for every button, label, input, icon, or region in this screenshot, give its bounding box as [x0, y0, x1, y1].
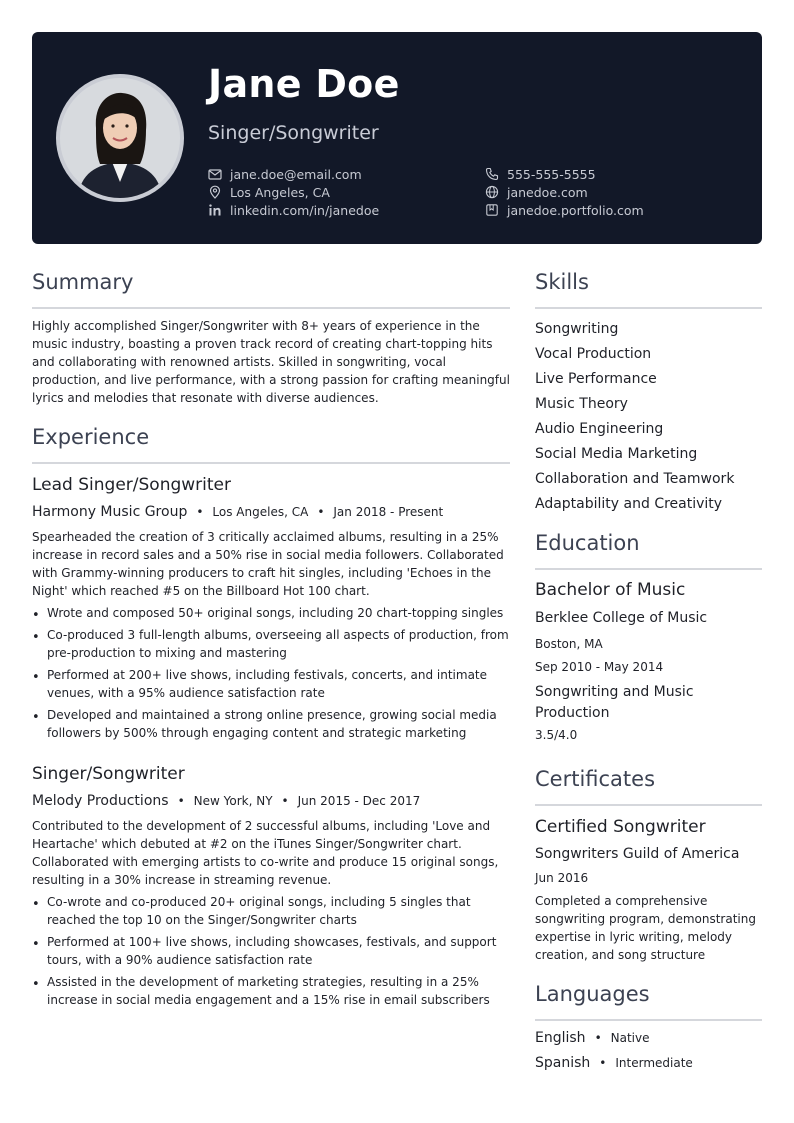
contact-linkedin[interactable]: [208, 201, 379, 219]
job-title: Singer/Songwriter: [32, 764, 185, 784]
field-of-study: Songwriting and Music Production: [535, 684, 694, 721]
location-pin-icon: [208, 185, 222, 199]
skill-item: Social Media Marketing: [535, 446, 698, 462]
contact-website-text: janedoe.com: [507, 184, 588, 200]
school-location: Boston, MA: [535, 637, 603, 651]
job-meta: [32, 504, 443, 520]
job-description: Contributed to the development of 2 successful albums, including 'Love and Heartache' which debuted at #2 on the iTunes Singer/Songwriter chart. Collaborated with emerging artists to co-write and produce 15 original songs, resulting in a 30% increase in streaming revenue.: [32, 819, 499, 887]
candidate-title: Singer/Songwriter: [208, 122, 379, 144]
gpa: 3.5/4.0: [535, 728, 578, 742]
achievement-item: • Co-produced 3 full-length albums, overseeing all aspects of production, from pre-production to mixing and mastering: [32, 626, 514, 662]
languages-divider: [535, 1019, 762, 1021]
certificate-description: Completed a comprehensive songwriting program, demonstrating expertise in lyric writing, melody creation, and song structure: [535, 894, 756, 962]
mail-icon: [208, 167, 222, 181]
separator-dot: •: [196, 505, 204, 519]
skill-item: Vocal Production: [535, 346, 652, 362]
skill-item: Collaboration and Teamwork: [535, 471, 735, 487]
contact-website[interactable]: [485, 183, 588, 201]
contact-location: [208, 183, 330, 201]
achievement-item: • Developed and maintained a strong online presence, growing social media followers by 500% through engaging content and strategic marketing: [32, 706, 514, 742]
skills-list: [535, 317, 734, 517]
separator-dot: •: [177, 794, 185, 808]
candidate-name: Jane Doe: [208, 62, 400, 106]
contact-portfolio[interactable]: [485, 201, 644, 219]
contact-phone[interactable]: [485, 165, 596, 183]
globe-icon: [485, 185, 499, 199]
linkedin-icon: [208, 203, 222, 217]
job-meta: [32, 793, 420, 809]
contact-portfolio-text: janedoe.portfolio.com: [507, 202, 644, 218]
profile-photo-image: [60, 78, 180, 198]
education-dates: Sep 2010 - May 2014: [535, 660, 664, 674]
contact-email-text: jane.doe@email.com: [230, 166, 362, 182]
skill-item: Audio Engineering: [535, 421, 664, 437]
language-name: Spanish: [535, 1055, 591, 1071]
separator-dot: •: [281, 794, 289, 808]
summary-divider: [32, 307, 510, 309]
experience-divider: [32, 462, 510, 464]
separator-dot: •: [599, 1056, 607, 1070]
job-location: New York, NY: [193, 794, 273, 808]
skill-item: Adaptability and Creativity: [535, 496, 723, 512]
language-item: [535, 1055, 693, 1071]
profile-photo: [56, 74, 184, 202]
portfolio-icon: [485, 203, 499, 217]
contact-location-text: Los Angeles, CA: [230, 184, 330, 200]
phone-icon: [485, 167, 499, 181]
achievement-item: • Performed at 200+ live shows, including festivals, concerts, and intimate venues, with a 95% audience satisfaction rate: [32, 666, 514, 702]
certificate-issuer: Songwriters Guild of America: [535, 846, 740, 862]
job-achievements: [32, 893, 514, 1013]
education-heading: Education: [535, 531, 640, 555]
certificate-date: Jun 2016: [535, 871, 589, 885]
job-description: Spearheaded the creation of 3 critically acclaimed albums, resulting in a 25% increase in record sales and a 50% rise in social media followers. Collaborated with Grammy-winning producers to craft hit singles, including 'Echoes in the Night' which reached #5 on the Billboard Hot 100 chart.: [32, 530, 504, 598]
summary-heading: Summary: [32, 270, 134, 294]
skill-item: Music Theory: [535, 396, 628, 412]
resume-header: [32, 32, 762, 244]
achievement-item: • Wrote and composed 50+ original songs, including 20 chart-topping singles: [32, 604, 514, 622]
job-dates: Jun 2015 - Dec 2017: [297, 794, 421, 808]
language-level: Native: [610, 1031, 650, 1045]
achievement-item: • Co-wrote and co-produced 20+ original songs, including 5 singles that reached the top 10 on the Singer/Songwriter charts: [32, 893, 514, 929]
job-company: Melody Productions: [32, 793, 169, 809]
achievement-item: • Assisted in the development of marketing strategies, resulting in a 25% increase in social media engagement and a 15% rise in email subscribers: [32, 973, 514, 1009]
languages-heading: Languages: [535, 982, 650, 1006]
contact-linkedin-text: linkedin.com/in/janedoe: [230, 202, 380, 218]
job-achievements: [32, 604, 514, 746]
job-dates: Jan 2018 - Present: [333, 505, 444, 519]
experience-heading: Experience: [32, 425, 150, 449]
school-name: Berklee College of Music: [535, 610, 708, 626]
skills-divider: [535, 307, 762, 309]
separator-dot: •: [317, 505, 325, 519]
language-item: [535, 1030, 650, 1046]
skill-item: Songwriting: [535, 321, 619, 337]
degree-name: Bachelor of Music: [535, 580, 686, 600]
job-company: Harmony Music Group: [32, 504, 188, 520]
summary-text: Highly accomplished Singer/Songwriter with 8+ years of experience in the music industry, boasting a proven track record of creating chart-topping hits and collaborating with renowned artists. Skilled in songwriting, vocal production, and live performance, with a strong passion for crafting meaningful lyrics and melodies that resonate with diverse audiences.: [32, 319, 510, 405]
certificates-heading: Certificates: [535, 767, 656, 791]
contact-phone-text: 555-555-5555: [507, 166, 596, 182]
achievement-item: • Performed at 100+ live shows, including showcases, festivals, and support tours, with a 90% audience satisfaction rate: [32, 933, 514, 969]
contact-email[interactable]: [208, 165, 362, 183]
certificates-divider: [535, 804, 762, 806]
education-divider: [535, 568, 762, 570]
separator-dot: •: [594, 1031, 602, 1045]
language-level: Intermediate: [615, 1056, 693, 1070]
job-location: Los Angeles, CA: [212, 505, 309, 519]
skill-item: Live Performance: [535, 371, 657, 387]
skills-heading: Skills: [535, 270, 589, 294]
job-title: Lead Singer/Songwriter: [32, 475, 231, 495]
certificate-name: Certified Songwriter: [535, 817, 706, 837]
language-name: English: [535, 1030, 586, 1046]
